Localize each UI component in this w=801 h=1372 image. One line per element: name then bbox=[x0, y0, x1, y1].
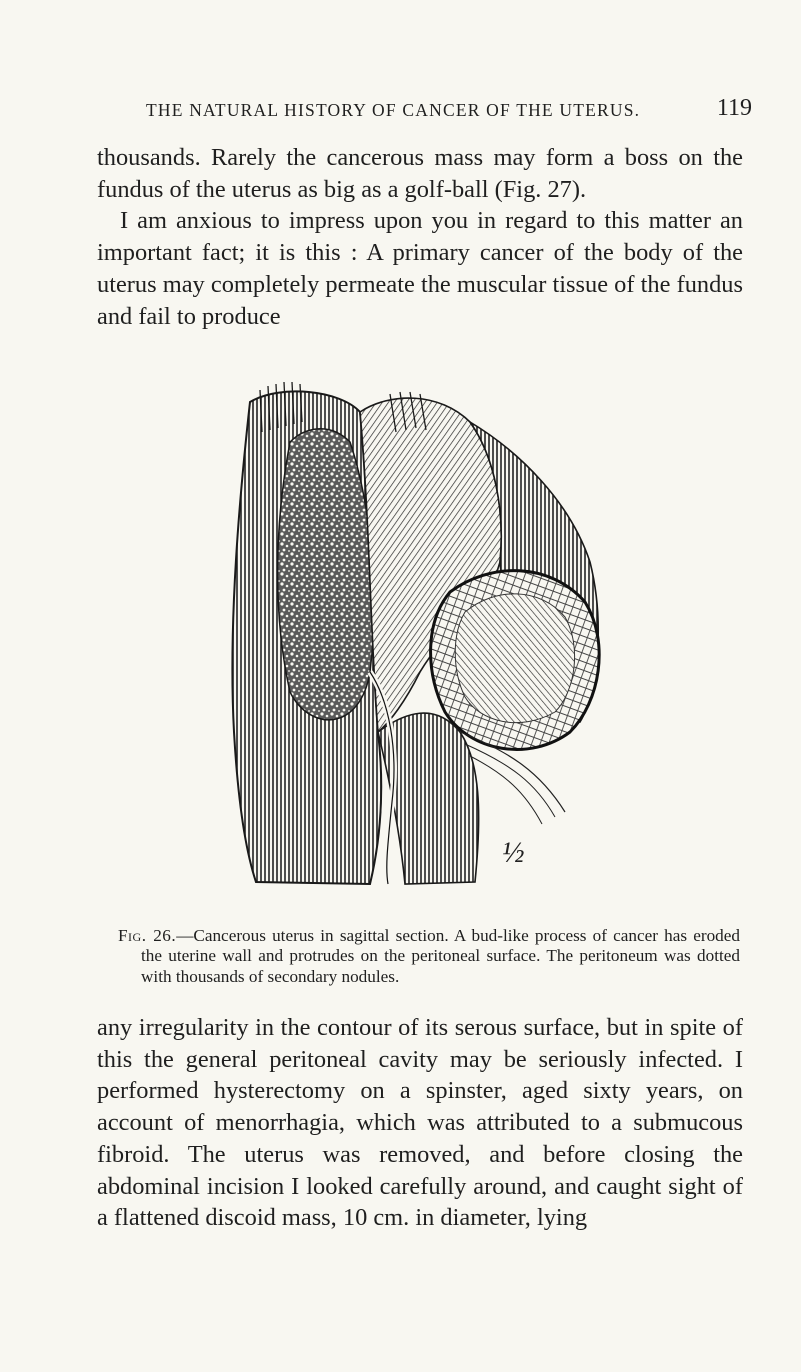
figure-26-illustration bbox=[220, 372, 620, 892]
running-head bbox=[146, 95, 752, 121]
paragraph-important-fact: I am anxious to impress upon you in regard to this matter an important fact; it is this : A primary cancer of the body of the uterus may completely permeate the muscular tissue of the fundus and fail to produce bbox=[97, 207, 743, 330]
caption-figure-number: Fig. 26. bbox=[118, 926, 177, 945]
uterus-section-engraving bbox=[220, 372, 620, 892]
caption-text: —Cancerous uterus in sagittal section. A bud-like process of cancer has eroded the uterine wall and protrudes on the peritoneal surface. The peritoneum was dotted with thousands of secondary nodules. bbox=[141, 926, 740, 986]
top-text-block bbox=[97, 142, 743, 332]
running-title: THE NATURAL HISTORY OF CANCER OF THE UTERUS. bbox=[146, 100, 641, 120]
figure-caption bbox=[118, 926, 740, 987]
bottom-text-block bbox=[97, 1012, 743, 1234]
paragraph-hysterectomy-case: any irregularity in the contour of its serous surface, but in spite of this the general peritoneal cavity may be seriously infected. I performed hysterectomy on a spinster, aged sixty years, on account of menorrhagia, which was attributed to a submucous fibroid. The uterus was removed, and before closing the abdominal incision I looked carefully around, and caught sight of a flattened discoid mass, 10 cm. in diameter, lying bbox=[97, 1014, 743, 1232]
paragraph-continued: thousands. Rarely the cancerous mass may form a boss on the fundus of the uterus as big as a golf-ball (Fig. 27). bbox=[97, 144, 743, 203]
scale-label: ½ bbox=[502, 836, 525, 869]
page-number: 119 bbox=[716, 95, 752, 121]
